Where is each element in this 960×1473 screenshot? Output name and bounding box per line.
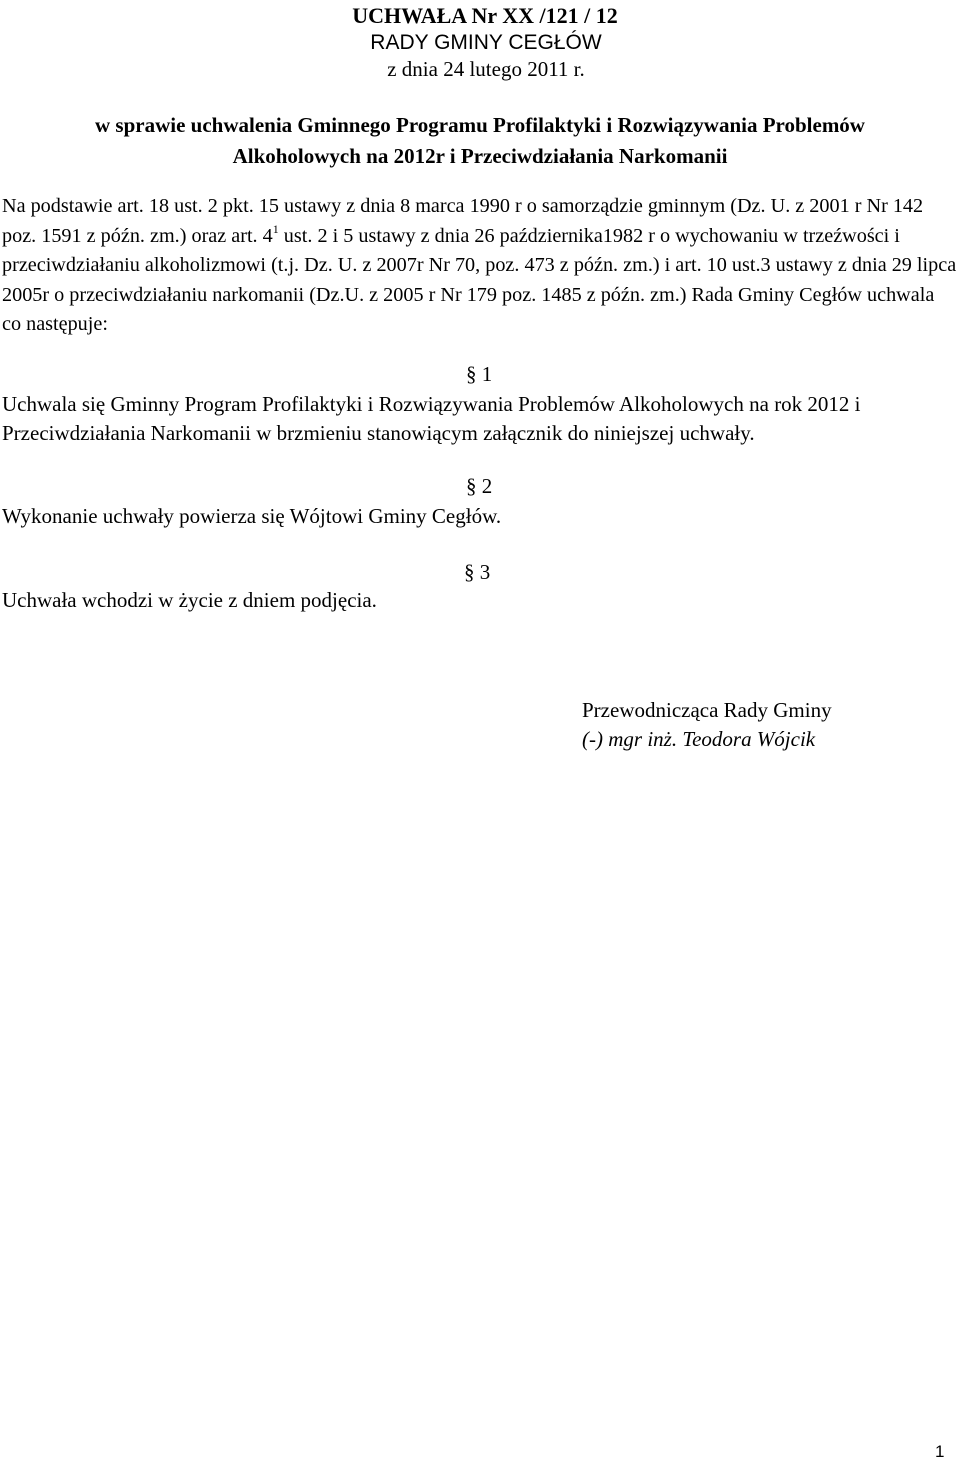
signature-block xyxy=(582,696,832,754)
signature-signer: (-) mgr inż. Teodora Wójcik xyxy=(582,727,816,751)
subject-line: w sprawie uchwalenia Gminnego Programu Profilaktyki i Rozwiązywania Problemów xyxy=(95,113,865,137)
page-number: 1 xyxy=(935,1442,945,1461)
legal-basis-text: Na podstawie art. 18 ust. 2 pkt. 15 ustawy z dnia 8 marca 1990 r o samorządzie gminnym (Dz. U. z 2001 r Nr 142 poz. 1591 z późn. zm.) oraz art. 4 xyxy=(2,195,924,247)
section-text-3: Uchwała wchodzi w życie z dniem podjęcia. xyxy=(2,588,377,612)
resolution-title: UCHWAŁA Nr XX /121 / 12 xyxy=(352,3,618,28)
resolution-date: z dnia 24 lutego 2011 r. xyxy=(387,57,585,81)
subject-line: Alkoholowych na 2012r i Przeciwdziałania Narkomanii xyxy=(232,144,728,168)
section-text-1: Uchwala się Gminny Program Profilaktyki i Rozwiązywania Problemów Alkoholowych na rok 2012 i Przeciwdziałania Narkomanii w brzmieniu stanowiącym załącznik do niniejszej uchwały. xyxy=(2,392,861,445)
section-text-2: Wykonanie uchwały powierza się Wójtowi Gminy Cegłów. xyxy=(2,504,502,528)
document-header xyxy=(0,2,960,83)
legal-basis-text: ust. 2 i 5 ustawy z dnia 26 października1982 r o wychowaniu w trzeźwości i przeciwdziałaniu alkoholizmowi (t.j. Dz. U. z 2007r Nr 70, poz. 473 z późn. zm.) i art. 10 ust.3 ustawy z dnia 29 lipca 2005r o przeciwdziałaniu narkomanii (Dz.U. z 2005 r Nr 179 poz. 1485 z późn. zm.) Rada Gminy Cegłów uchwala co następuje: xyxy=(2,224,957,336)
section-mark-3: § 3 xyxy=(464,560,491,584)
signature-role: Przewodnicząca Rady Gminy xyxy=(582,698,832,722)
section-mark-2: § 2 xyxy=(466,474,493,498)
legal-basis xyxy=(2,192,958,340)
superscript-mark: 1 xyxy=(272,221,279,236)
resolution-subject xyxy=(0,110,960,172)
council-name: RADY GMINY CEGŁÓW xyxy=(370,31,602,54)
section-mark-1: § 1 xyxy=(466,362,493,386)
